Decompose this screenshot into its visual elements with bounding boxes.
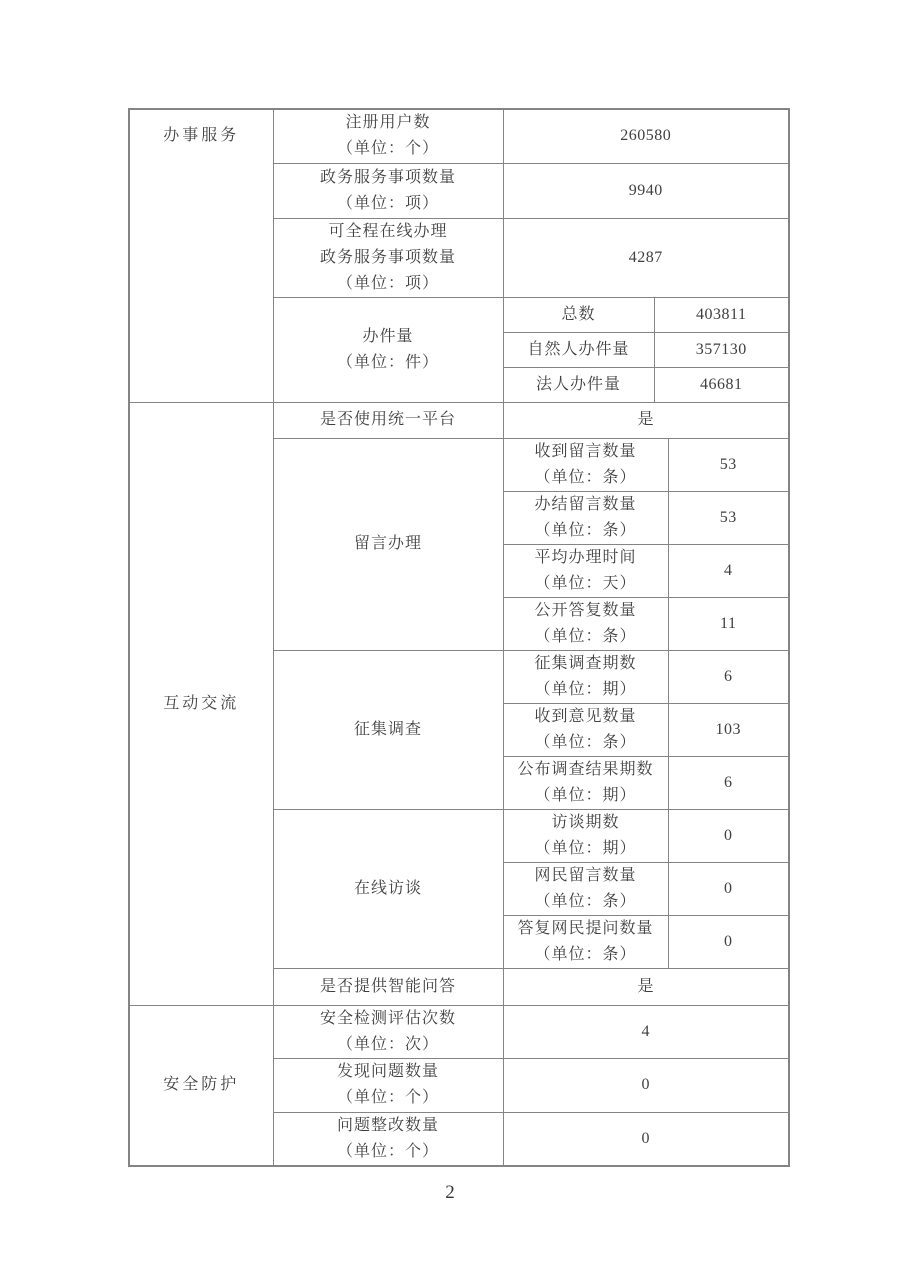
value-cell-survey-periods: 6 bbox=[668, 650, 789, 703]
value-cell-questions-answered: 0 bbox=[668, 915, 789, 968]
sub-metric-label: 收到留言数量 bbox=[534, 442, 637, 460]
sub-metric-label: 公开答复数量 bbox=[534, 601, 637, 619]
sublabel-cell-average-time bbox=[503, 544, 668, 597]
sublabel-cell-public-replies bbox=[503, 597, 668, 650]
sub-metric-unit: （单位：条） bbox=[534, 945, 637, 963]
value-cell-messages-received: 53 bbox=[668, 438, 789, 491]
sub-metric-label: 答复网民提问数量 bbox=[517, 919, 654, 937]
value-cell-unified-platform: 是 bbox=[503, 402, 789, 438]
label-cell-survey bbox=[273, 650, 503, 809]
category-label: 互动交流 bbox=[163, 694, 240, 712]
table-row bbox=[129, 402, 789, 438]
sub-metric-label: 平均办理时间 bbox=[534, 548, 637, 566]
metric-label: 安全检测评估次数 bbox=[319, 1009, 456, 1027]
sub-metric-label: 收到意见数量 bbox=[534, 707, 637, 725]
metric-label: 办件量 bbox=[362, 327, 414, 345]
sublabel-cell-results-published bbox=[503, 756, 668, 809]
label-cell-problems-found bbox=[273, 1058, 503, 1112]
sub-metric-label: 征集调查期数 bbox=[534, 654, 637, 672]
sub-metric-unit: （单位：条） bbox=[534, 892, 637, 910]
metric-label: 注册用户数 bbox=[345, 114, 431, 132]
statistics-table bbox=[128, 108, 790, 1167]
metric-unit: （单位：个） bbox=[336, 1142, 439, 1160]
sub-metric-unit: （单位：天） bbox=[534, 574, 637, 592]
label-cell-service-items bbox=[273, 163, 503, 218]
label-cell-message-handling bbox=[273, 438, 503, 650]
metric-label: 可全程在线办理 bbox=[328, 222, 448, 240]
metric-unit: （单位：项） bbox=[336, 274, 439, 292]
value-cell-service-items: 9940 bbox=[503, 163, 789, 218]
label-cell-smart-qa bbox=[273, 968, 503, 1005]
value-cell-full-online-items: 4287 bbox=[503, 218, 789, 297]
value-cell-average-time: 4 bbox=[668, 544, 789, 597]
sublabel-cell-natural-person bbox=[503, 332, 654, 367]
value-cell-total: 403811 bbox=[654, 297, 789, 332]
value-cell-legal-person: 46681 bbox=[654, 367, 789, 402]
sub-metric-unit: （单位：条） bbox=[534, 627, 637, 645]
label-cell-registered-users bbox=[273, 109, 503, 163]
sublabel-cell-questions-answered bbox=[503, 915, 668, 968]
value-cell-problems-found: 0 bbox=[503, 1058, 789, 1112]
metric-unit: （单位：件） bbox=[336, 353, 439, 371]
metric-label: 政务服务事项数量 bbox=[319, 168, 456, 186]
table-row bbox=[129, 1005, 789, 1058]
sublabel-cell-opinions-received bbox=[503, 703, 668, 756]
category-label: 安全防护 bbox=[163, 1076, 240, 1093]
label-cell-unified-platform bbox=[273, 402, 503, 438]
metric-label: 在线访谈 bbox=[353, 879, 422, 897]
metric-unit: （单位：个） bbox=[336, 140, 439, 158]
value-cell-results-published: 6 bbox=[668, 756, 789, 809]
category-cell-interaction bbox=[129, 402, 273, 1005]
sub-metric-unit: （单位：条） bbox=[534, 468, 637, 486]
metric-label: 留言办理 bbox=[353, 535, 422, 552]
metric-label: 是否提供智能问答 bbox=[319, 977, 456, 995]
label-cell-case-volume bbox=[273, 297, 503, 402]
sublabel-cell-messages-completed bbox=[503, 491, 668, 544]
metric-label: 发现问题数量 bbox=[336, 1063, 439, 1080]
table-row bbox=[129, 109, 789, 163]
sub-metric-unit: （单位：期） bbox=[534, 839, 637, 857]
value-cell-security-assessments: 4 bbox=[503, 1005, 789, 1058]
metric-label: 征集调查 bbox=[353, 720, 422, 738]
metric-unit: （单位：项） bbox=[336, 194, 439, 212]
sub-metric-label: 访谈期数 bbox=[551, 813, 620, 831]
sublabel-cell-interview-periods bbox=[503, 809, 668, 862]
value-cell-netizen-messages: 0 bbox=[668, 862, 789, 915]
sub-metric-label: 办结留言数量 bbox=[534, 495, 637, 513]
sub-metric-label: 网民留言数量 bbox=[534, 866, 637, 884]
sublabel-cell-total bbox=[503, 297, 654, 332]
page-number: 2 bbox=[445, 1182, 455, 1203]
metric-label: 问题整改数量 bbox=[336, 1116, 439, 1134]
metric-label: 是否使用统一平台 bbox=[319, 411, 456, 428]
sub-metric-unit: （单位：条） bbox=[534, 521, 637, 539]
label-cell-problems-rectified bbox=[273, 1112, 503, 1166]
category-cell-service bbox=[129, 109, 273, 402]
sub-metric-label: 法人办件量 bbox=[535, 375, 621, 393]
value-cell-problems-rectified: 0 bbox=[503, 1112, 789, 1166]
value-cell-public-replies: 11 bbox=[668, 597, 789, 650]
sublabel-cell-survey-periods bbox=[503, 650, 668, 703]
value-cell-interview-periods: 0 bbox=[668, 809, 789, 862]
sublabel-cell-legal-person bbox=[503, 367, 654, 402]
label-cell-security-assessments bbox=[273, 1005, 503, 1058]
label-cell-full-online-items bbox=[273, 218, 503, 297]
value-cell-opinions-received: 103 bbox=[668, 703, 789, 756]
sub-metric-unit: （单位：条） bbox=[534, 733, 637, 751]
sublabel-cell-netizen-messages bbox=[503, 862, 668, 915]
value-cell-registered-users: 260580 bbox=[503, 109, 789, 163]
sub-metric-label: 总数 bbox=[561, 305, 596, 323]
category-label: 办事服务 bbox=[163, 127, 240, 144]
metric-label: 政务服务事项数量 bbox=[319, 248, 456, 266]
category-cell-security bbox=[129, 1005, 273, 1166]
sub-metric-label: 自然人办件量 bbox=[527, 340, 630, 358]
value-cell-smart-qa: 是 bbox=[503, 968, 789, 1005]
sub-metric-unit: （单位：期） bbox=[534, 786, 637, 804]
sub-metric-label: 公布调查结果期数 bbox=[517, 760, 654, 778]
value-cell-natural-person: 357130 bbox=[654, 332, 789, 367]
metric-unit: （单位：个） bbox=[336, 1089, 439, 1106]
value-cell-messages-completed: 53 bbox=[668, 491, 789, 544]
label-cell-online-interview bbox=[273, 809, 503, 968]
sub-metric-unit: （单位：期） bbox=[534, 680, 637, 698]
sublabel-cell-messages-received bbox=[503, 438, 668, 491]
metric-unit: （单位：次） bbox=[336, 1035, 439, 1053]
